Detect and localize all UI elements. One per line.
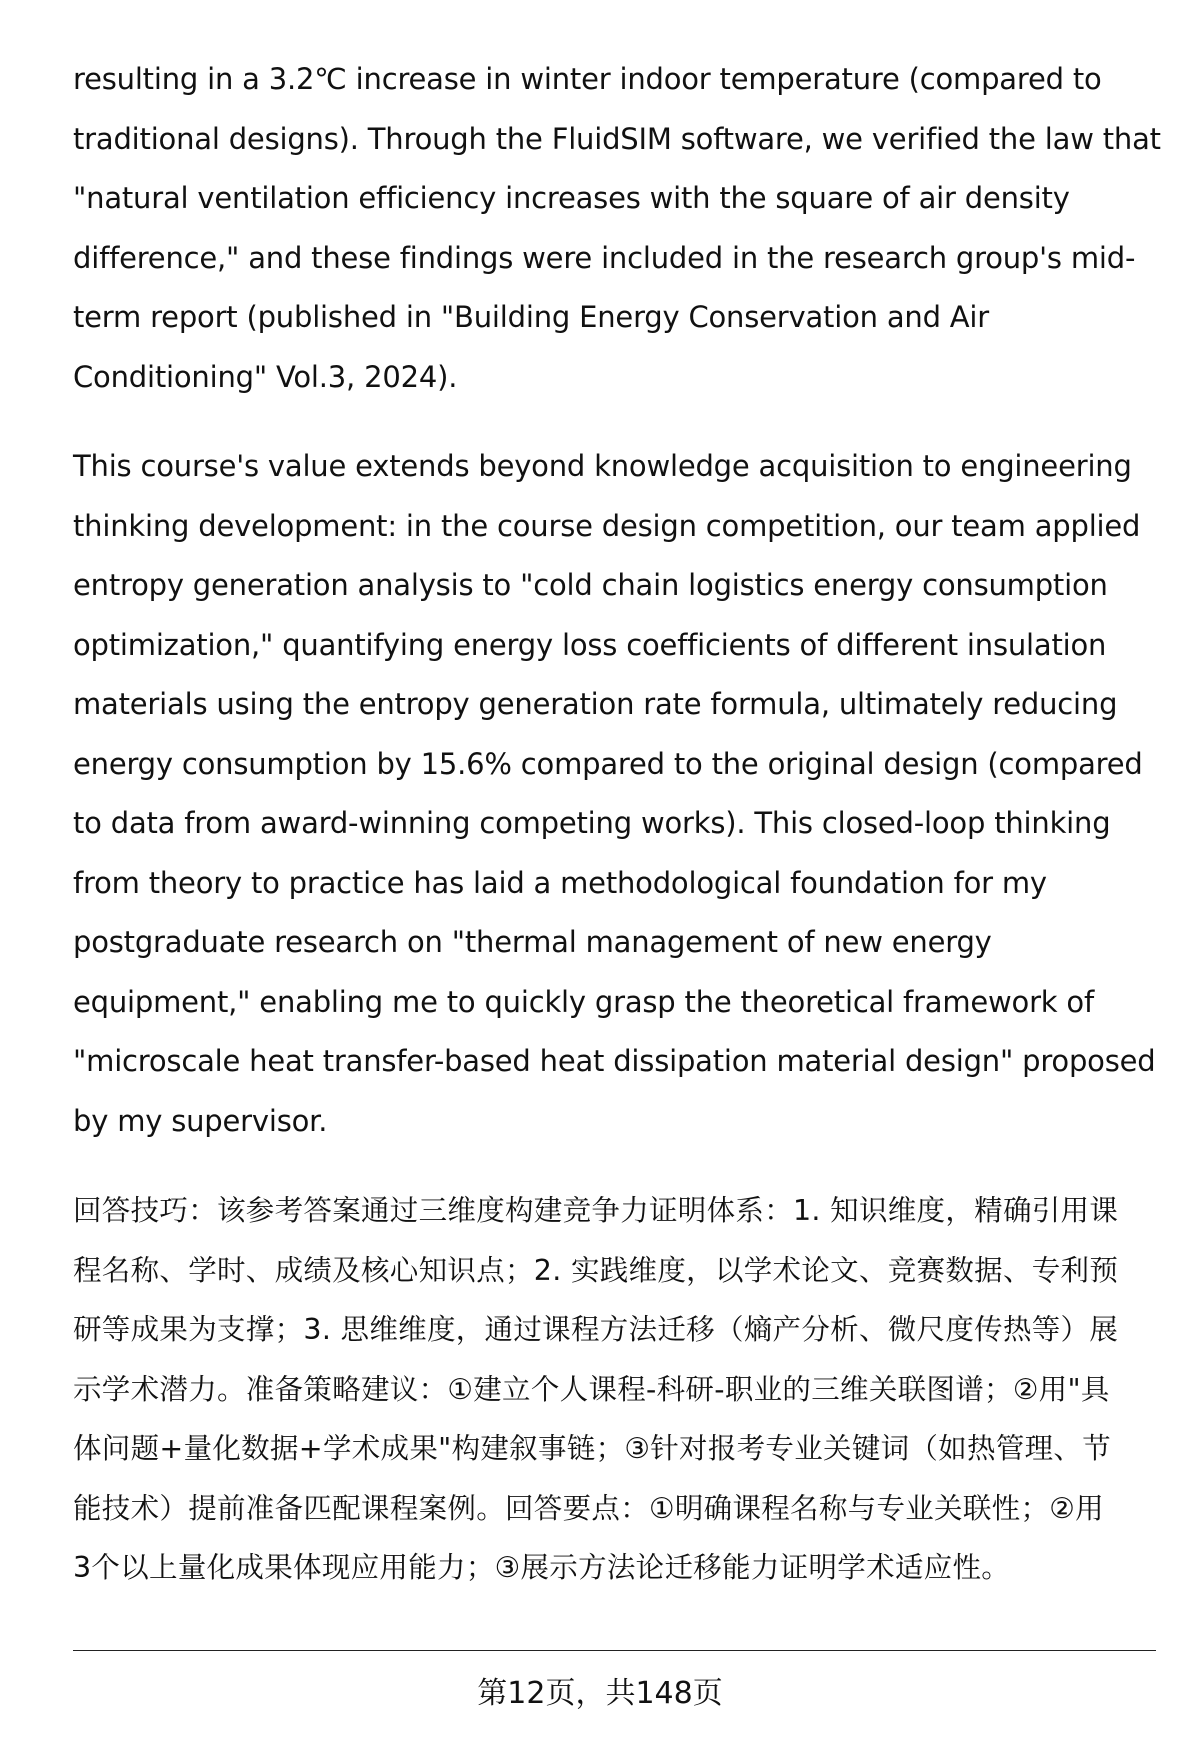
paragraph-1: [73, 50, 1163, 407]
text-line: difference," and these findings were included in the research group's mid-: [73, 240, 1136, 275]
text-line: 程名称、学时、成绩及核心知识点；2. 实践维度，以学术论文、竞赛数据、专利预: [73, 1253, 1119, 1287]
paragraph-answer-tips: [73, 1181, 1163, 1598]
text-line: from theory to practice has laid a methodological foundation for my: [73, 865, 1047, 900]
text-line: entropy generation analysis to "cold chain logistics energy consumption: [73, 568, 1108, 602]
text-line: term report (published in "Building Energy Conservation and Air: [73, 300, 990, 334]
text-line: to data from award-winning competing works). This closed-loop thinking: [73, 806, 1111, 840]
text-line: resulting in a 3.2℃ increase in winter indoor temperature (compared to: [73, 62, 1102, 96]
text-line: This course's value extends beyond knowledge acquisition to engineering: [73, 449, 1132, 483]
text-line: Conditioning" Vol.3, 2024).: [73, 359, 458, 394]
text-line: "microscale heat transfer-based heat dissipation material design" proposed: [73, 1044, 1156, 1078]
page-number: 第12页，共148页: [477, 1676, 723, 1711]
text-line: equipment," enabling me to quickly grasp the theoretical framework of: [73, 984, 1094, 1019]
paragraph-2: [73, 437, 1163, 1151]
text-line: thinking development: in the course design competition, our team applied: [73, 508, 1141, 543]
footer-divider: [73, 1650, 1156, 1651]
text-line: 3个以上量化成果体现应用能力；③展示方法论迁移能力证明学术适应性。: [73, 1551, 1011, 1584]
text-line: energy consumption by 15.6% compared to the original design (compared: [73, 746, 1143, 781]
text-line: 研等成果为支撑；3. 思维维度，通过课程方法迁移（熵产分析、微尺度传热等）展: [73, 1313, 1119, 1346]
text-line: "natural ventilation efficiency increases with the square of air density: [73, 181, 1070, 215]
text-line: optimization," quantifying energy loss coefficients of different insulation: [73, 627, 1107, 662]
text-line: by my supervisor.: [73, 1103, 328, 1138]
text-line: postgraduate research on "thermal management of new energy: [73, 925, 992, 959]
text-line: 示学术潜力。准备策略建议：①建立个人课程-科研-职业的三维关联图谱；②用"具: [73, 1372, 1110, 1406]
text-line: 回答技巧：该参考答案通过三维度构建竞争力证明体系：1. 知识维度，精确引用课: [73, 1194, 1119, 1227]
text-line: 体问题+量化数据+学术成果"构建叙事链；③针对报考专业关键词（如热管理、节: [73, 1432, 1112, 1465]
text-line: traditional designs). Through the FluidSIM software, we verified the law that: [73, 121, 1161, 156]
text-line: materials using the entropy generation rate formula, ultimately reducing: [73, 687, 1118, 721]
text-line: 能技术）提前准备匹配课程案例。回答要点：①明确课程名称与专业关联性；②用: [73, 1491, 1104, 1525]
